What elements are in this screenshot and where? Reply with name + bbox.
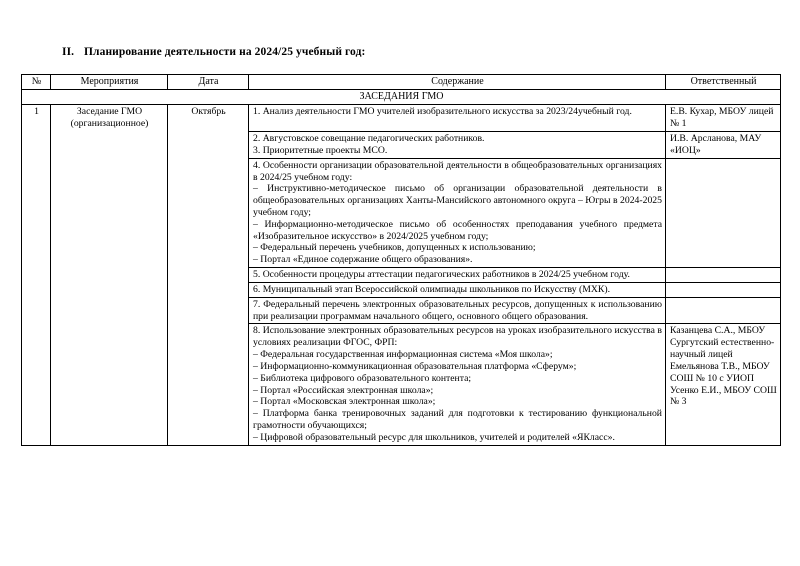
- heading-number: II.: [62, 46, 75, 58]
- content-line: 5. Особенности процедуры аттестации педагогических работников в 2024/25 учебном году.: [253, 269, 630, 281]
- content-line: – Библиотека цифрового образовательного контента;: [253, 372, 472, 384]
- cell-date: Октябрь: [168, 105, 249, 445]
- page-heading: [62, 46, 365, 58]
- header-num: №: [22, 75, 51, 90]
- cell-content-2: [249, 132, 666, 159]
- cell-content-1: [249, 105, 666, 132]
- content-line: – Цифровой образовательный ресурс для школьников, учителей и родителей «ЯКласс».: [253, 431, 615, 443]
- table-header-row: [22, 75, 781, 90]
- cell-responsible-1: [666, 105, 781, 132]
- content-line: 6. Муниципальный этап Всероссийской олимпиады школьников по Искусству (МХК).: [253, 283, 610, 295]
- content-line: – Инструктивно-методическое письмо об организации образовательной деятельности в общеобразовательных организациях Ханты-Мансийского автономного округа – Югры в 2024-2025 учебном году;: [253, 183, 662, 218]
- cell-responsible-5: [666, 282, 781, 297]
- cell-event-name: Заседание ГМО (организационное): [51, 105, 168, 445]
- header-date: Дата: [168, 75, 249, 90]
- content-line: 3. Приоритетные проекты МСО.: [253, 144, 388, 156]
- content-line: – Информационно-методическое письмо об особенностях преподавания учебного предмета «Изобразительное искусство» в 2024/2025 учебном году;: [253, 218, 662, 242]
- cell-responsible-3: [666, 158, 781, 267]
- content-line: 8. Использование электронных образовательных ресурсов на уроках изобразительного искусства в условиях реализации ФГОС, ФРП:: [253, 325, 662, 349]
- cell-responsible-4: [666, 268, 781, 283]
- header-content: Содержание: [249, 75, 666, 90]
- content-line: – Информационно-коммуникационная образовательная платформа «Сферум»;: [253, 360, 577, 372]
- responsible-text: Е.В. Кухар, МБОУ лицей № 1: [670, 106, 774, 130]
- cell-content-7: [249, 324, 666, 445]
- cell-row-number: 1: [22, 105, 51, 445]
- header-event: Мероприятия: [51, 75, 168, 90]
- cell-content-5: [249, 282, 666, 297]
- cell-content-3: [249, 158, 666, 267]
- cell-content-4: [249, 268, 666, 283]
- table-row: [22, 105, 781, 132]
- heading-title: Планирование деятельности на 2024/25 учебный год:: [84, 46, 366, 58]
- cell-responsible-7: [666, 324, 781, 445]
- section-title-row: [22, 90, 781, 105]
- content-line: – Платформа банка тренировочных заданий для подготовки к тестированию функциональной грамотности обучающихся;: [253, 408, 662, 432]
- content-line: – Портал «Российская электронная школа»;: [253, 384, 434, 396]
- content-line: – Федеральная государственная информационная система «Моя школа»;: [253, 349, 553, 361]
- cell-responsible-6: [666, 297, 781, 324]
- content-line: 1. Анализ деятельности ГМО учителей изобразительного искусства за 2023/24учебный год.: [253, 106, 632, 118]
- content-line: – Федеральный перечень учебников, допущенных к использованию;: [253, 242, 536, 254]
- cell-responsible-2: [666, 132, 781, 159]
- content-line: – Портал «Московская электронная школа»;: [253, 396, 436, 408]
- content-line: – Портал «Единое содержание общего образования».: [253, 254, 473, 266]
- section-title-gmo: ЗАСЕДАНИЯ ГМО: [22, 90, 781, 105]
- responsible-text: И.В. Арсланова, МАУ «ИОЦ»: [670, 133, 762, 156]
- responsible-text: Казанцева С.А., МБОУ Сургутский естественно-научный лицей Емельянова Т.В., МБОУ СОШ № 10 с УИОП Усенко Е.И., МБОУ СОШ № 3: [670, 325, 777, 408]
- header-responsible: Ответственный: [666, 75, 781, 90]
- cell-content-6: [249, 297, 666, 324]
- planning-table: [21, 74, 781, 446]
- content-line: 7. Федеральный перечень электронных образовательных ресурсов, допущенных к использованию при реализации программам начального общего, основного общего образования.: [253, 298, 662, 322]
- content-line: 4. Особенности организации образовательной деятельности в общеобразовательных организациях в 2024/25 учебном году:: [253, 159, 662, 183]
- content-line: 2. Августовское совещание педагогических работников.: [253, 133, 485, 145]
